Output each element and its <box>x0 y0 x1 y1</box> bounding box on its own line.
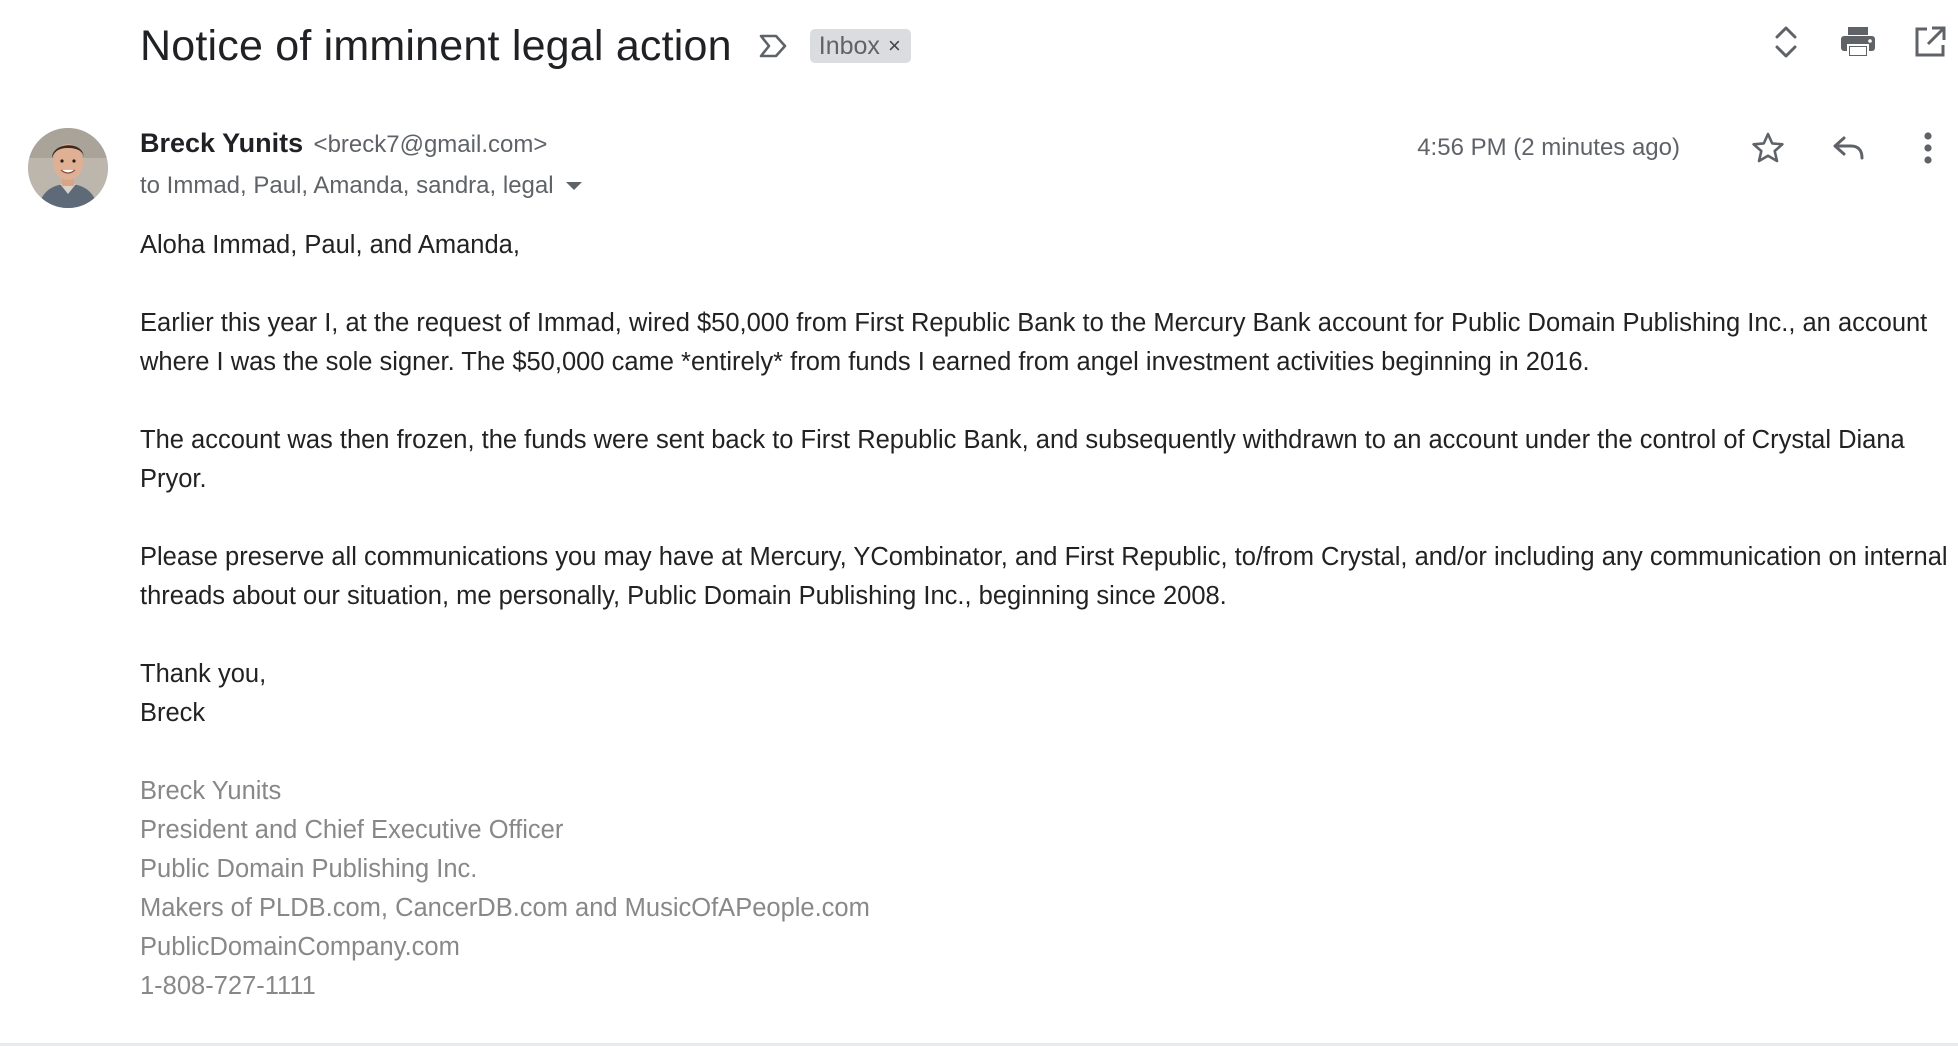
signature-makers: Makers of PLDB.com, CancerDB.com and MusicOfAPeople.com <box>140 894 870 922</box>
signature-phone: 1-808-727-1111 <box>140 972 316 1000</box>
open-in-new-window-icon[interactable] <box>1910 22 1950 62</box>
signature-name: Breck Yunits <box>140 777 282 805</box>
importance-marker-icon[interactable] <box>756 29 790 63</box>
body-sign-name: Breck <box>140 699 206 727</box>
email-signature <box>140 772 1948 1006</box>
body-paragraph-1: Earlier this year I, at the request of Immad, wired $50,000 from First Republic Bank to the Mercury Bank account for Public Domain Publishing Inc., an account where I was the sole signer. The $50,000 came *entirely* from funds I earned from angel investment activities beginning in 2016. <box>140 309 1928 376</box>
recipients-text: to Immad, Paul, Amanda, sandra, legal <box>140 172 554 199</box>
message-timestamp: 4:56 PM (2 minutes ago) <box>1417 134 1680 161</box>
sender-line <box>140 128 547 159</box>
sender-avatar[interactable] <box>28 128 108 208</box>
email-subject: Notice of imminent legal action <box>140 21 732 70</box>
subject-row <box>140 16 911 76</box>
recipients-line <box>140 172 582 200</box>
sender-name[interactable]: Breck Yunits <box>140 128 304 158</box>
thread-toolbar <box>1766 22 1950 62</box>
reply-icon[interactable] <box>1826 126 1870 170</box>
message-actions <box>1417 124 1950 172</box>
expand-collapse-icon[interactable] <box>1766 22 1806 62</box>
body-paragraph-2: The account was then frozen, the funds were sent back to First Republic Bank, and subsequently withdrawn to an account under the control of Crystal Diana Pryor. <box>140 426 1905 493</box>
print-icon[interactable] <box>1838 22 1878 62</box>
sender-email: <breck7@gmail.com> <box>313 131 548 158</box>
remove-label-icon[interactable]: × <box>887 33 901 58</box>
signature-company: Public Domain Publishing Inc. <box>140 855 478 883</box>
signature-title: President and Chief Executive Officer <box>140 816 564 844</box>
body-paragraph-3: Please preserve all communications you may have at Mercury, YCombinator, and First Republic, to/from Crystal, and/or including any communication on internal threads about our situation, me personally, Public Domain Publishing Inc., beginning since 2008. <box>140 543 1948 610</box>
body-greeting: Aloha Immad, Paul, and Amanda, <box>140 231 520 259</box>
more-vertical-icon[interactable] <box>1906 126 1950 170</box>
body-closing: Thank you, <box>140 660 267 688</box>
message-body <box>140 226 1948 1006</box>
inbox-label-text: Inbox <box>818 31 880 60</box>
chevron-down-icon[interactable] <box>566 182 582 190</box>
signature-website: PublicDomainCompany.com <box>140 933 460 961</box>
inbox-label-chip <box>810 29 911 63</box>
star-icon[interactable] <box>1746 126 1790 170</box>
